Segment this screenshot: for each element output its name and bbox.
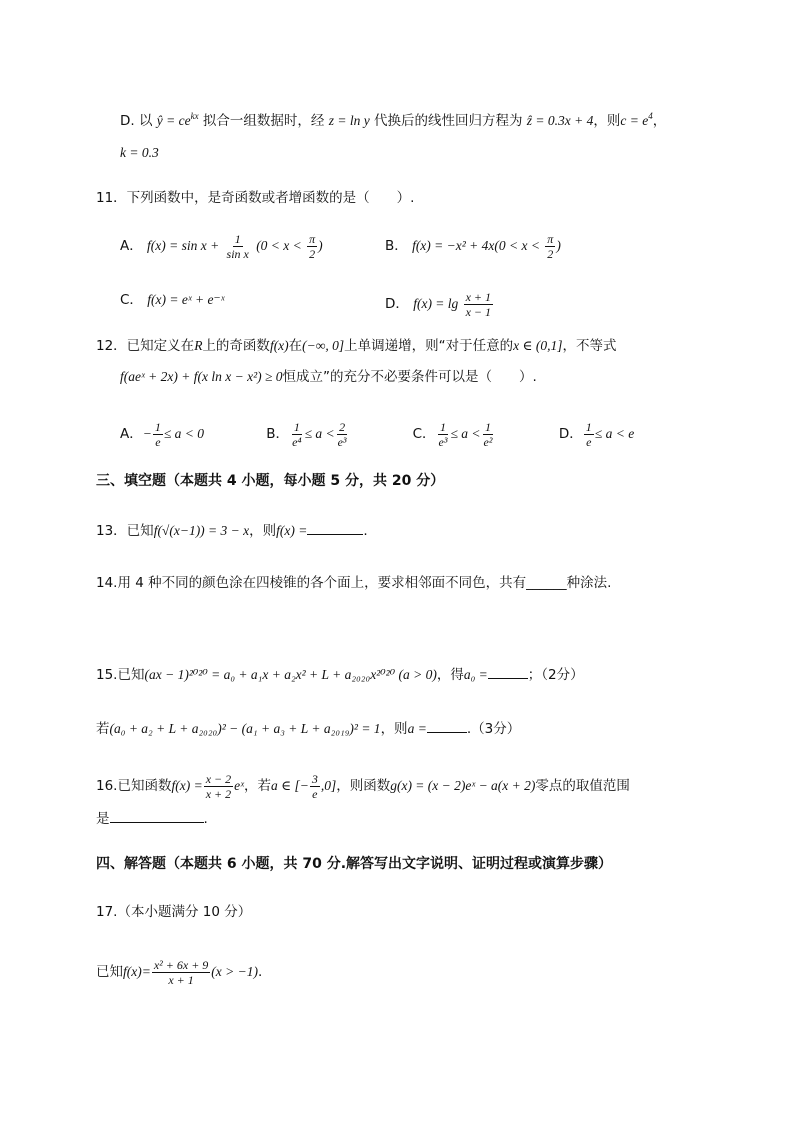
q16-a-in: a ∈ [− (270, 778, 309, 793)
fraction-numerator: π (547, 232, 554, 246)
q11-b-pi-fraction (545, 232, 555, 261)
q13-answer-blank[interactable] (307, 520, 363, 535)
q12-option-b (266, 420, 408, 449)
option-d-prefix: D. 以 (120, 113, 153, 129)
q17-fraction (152, 958, 210, 987)
q12-option-d (559, 420, 634, 449)
q11-a-close: ) (318, 238, 323, 253)
q15-a0: a₀ = (463, 667, 488, 682)
q12-interval: (−∞, 0] (302, 338, 345, 353)
q16-end: . (203, 811, 208, 827)
q12-b-mid: ≤ a < (304, 426, 335, 441)
q12-d-label: D． (558, 426, 583, 442)
q11-option-c (120, 290, 224, 310)
q16-fraction-3e (310, 772, 320, 801)
q12-x-in: x ∈ (0,1] (513, 338, 563, 353)
q15-score2: .（3分） (466, 721, 521, 737)
fraction-denominator: e³ (438, 435, 448, 449)
q16-close: ,0] (320, 778, 337, 793)
q11-b-expr: f(x) = −x² + 4x(0 < x < (412, 238, 540, 253)
q15-answer-blank-2[interactable] (427, 718, 467, 733)
q12-b-label: B． (266, 426, 290, 442)
q13-line (96, 520, 368, 541)
fraction-numerator: 1 (440, 420, 446, 434)
q11-d-expr: f(x) = lg (413, 296, 459, 311)
q12-text-f: 恒成立”的充分不必要条件可以是（ ）. (282, 369, 537, 385)
q17-end: . (258, 964, 263, 980)
q12-inequality: f(aeˣ + 2x) + f(x ln x − x²) ≥ 0 (120, 369, 283, 384)
q16-answer-blank[interactable] (110, 808, 204, 823)
q12-line1 (96, 336, 617, 356)
q16-line1 (96, 772, 630, 801)
fraction-denominator: x + 1 (168, 973, 194, 987)
q15-line2 (96, 718, 520, 739)
q12-d-fraction (584, 420, 594, 449)
q11-option-a (120, 232, 323, 261)
q16-line2 (96, 808, 208, 829)
q11-stem: 11．下列函数中，是奇函数或者增函数的是（ ）. (96, 190, 415, 206)
q12-d-mid: ≤ a < e (594, 426, 635, 441)
option-d-text3: ，则 (593, 113, 621, 129)
q11-a-expr: f(x) = sin x + (147, 238, 220, 253)
q15-line2-mid: ，则 (380, 721, 408, 737)
q12-a-post: ≤ a < 0 (163, 426, 205, 441)
q16-ex: eˣ (234, 778, 244, 793)
q12-option-a (120, 420, 262, 449)
q15-line2-pre: 若 (96, 721, 110, 737)
q11-a-pi-fraction (307, 232, 317, 261)
fraction-denominator: e² (483, 435, 493, 449)
q15-line1 (96, 664, 584, 685)
q12-c-fraction1 (437, 420, 450, 449)
q15-answer-blank-1[interactable] (488, 664, 528, 679)
q17-fx: f(x)= (123, 964, 151, 979)
q12-text-b: 上的奇函数 (202, 338, 270, 354)
q16-line2-text: 是 (96, 811, 110, 827)
q13-fx: f(x) = (276, 523, 308, 538)
q12-text-c: 在 (288, 338, 303, 354)
fraction-numerator: 1 (154, 420, 161, 434)
q16-fraction (204, 772, 233, 801)
fraction-numerator: 2 (339, 420, 346, 434)
q15-line2-expr: (a₀ + a₂ + L + a₂₀₂₀)² − (a₁ + a₃ + L + a₂₀₁₉)² = 1 (109, 721, 381, 736)
fraction-denominator: sin x (226, 247, 249, 261)
q12-c-fraction2 (482, 420, 495, 449)
fraction-numerator: x² + 6x + 9 (153, 958, 209, 972)
q16-mid2: ，则函数 (336, 778, 391, 794)
q12-option-c (413, 420, 555, 449)
z-substitution: z = ln y (328, 113, 370, 128)
q17-pre: 已知 (96, 964, 123, 980)
option-d-text1: 拟合一组数据时，经 (202, 113, 325, 129)
fraction-numerator: 1 (293, 420, 300, 434)
fraction-denominator: e (312, 787, 318, 801)
c-exponent: 4 (648, 111, 653, 121)
fraction-denominator: e³ (337, 435, 347, 449)
kx-exponent: kx (190, 111, 199, 121)
q13-pre: 13．已知 (96, 523, 154, 539)
q12-a-minus: − (142, 426, 152, 441)
q12-options (120, 420, 634, 449)
q17-line (96, 958, 262, 987)
q12-c-mid: ≤ a < (450, 426, 481, 441)
q17-title: 17.（本小题满分 10 分） (96, 904, 252, 920)
q11-a-fraction (225, 232, 251, 261)
fraction-denominator: x − 1 (465, 305, 492, 319)
q11-c-expr: f(x) = eˣ + e⁻ˣ (147, 292, 225, 307)
q13-end: . (363, 523, 368, 539)
fraction-denominator: e (586, 435, 592, 449)
q12-r: R (194, 338, 203, 353)
q12-text-e: ，不等式 (562, 338, 617, 354)
q15-mid: ，得 (436, 667, 464, 683)
q13-expr: f(√(x−1)) = 3 − x (153, 523, 250, 538)
q13-mid: ，则 (249, 523, 277, 539)
q11-b-close: ) (556, 238, 561, 253)
q14-line: 14.用 4 种不同的颜色涂在四棱锥的各个面上，要求相邻面不同色，共有______种涂法. (96, 575, 612, 591)
q15-a-eq: a = (407, 721, 427, 736)
q11-c-label: C． (120, 292, 143, 308)
option-d-text2: 代换后的线性回归方程为 (374, 113, 523, 129)
fraction-denominator: e⁴ (292, 435, 302, 449)
fraction-numerator: 1 (585, 420, 592, 434)
q15-pre: 15.已知 (96, 667, 145, 683)
q12-fx: f(x) (269, 338, 289, 353)
fraction-numerator: 3 (311, 772, 318, 786)
q16-gx: g(x) = (x − 2)eˣ − a(x + 2) (390, 778, 536, 793)
fraction-numerator: x + 1 (465, 290, 492, 304)
q11-option-d (385, 290, 494, 319)
option-d-line1 (120, 106, 666, 131)
option-d-comma: ， (652, 113, 667, 129)
c-expression: c = e (620, 113, 649, 128)
q12-a-label: A． (120, 426, 143, 442)
q16-fx: f(x) = (171, 778, 203, 793)
q17-cond: (x > −1) (211, 964, 258, 979)
q11-a-label: A． (120, 238, 143, 254)
z-hat-expression: ẑ = 0.3x + 4 (526, 113, 594, 128)
option-d-line2: k = 0.3 (120, 145, 159, 160)
q15-score1: ；（2分） (527, 667, 584, 683)
section-3-heading: 三、填空题（本题共 4 小题，每小题 5 分，共 20 分） (96, 473, 445, 489)
q15-expr: (ax − 1)²⁰²⁰ = a₀ + a₁x + a₂x² + L + a₂₀₂₀x²⁰²⁰ (a > 0) (144, 667, 437, 682)
q11-b-label: B． (385, 238, 408, 254)
q12-c-label: C． (412, 426, 436, 442)
fraction-numerator: 1 (234, 232, 241, 246)
y-hat-expression: ŷ = ce (156, 113, 191, 128)
fraction-denominator: 2 (547, 247, 554, 261)
q11-option-b (385, 232, 561, 261)
fraction-denominator: e (155, 435, 161, 449)
q16-tail: 零点的取值范围 (535, 778, 630, 794)
fraction-numerator: 1 (484, 420, 491, 434)
q11-d-fraction (464, 290, 493, 319)
fraction-numerator: π (309, 232, 316, 246)
fraction-numerator: x − 2 (205, 772, 232, 786)
section-4-heading: 四、解答题（本题共 6 小题，共 70 分.解答写出文字说明、证明过程或演算步骤） (96, 856, 613, 872)
q11-d-label: D． (385, 296, 409, 312)
fraction-denominator: x + 2 (205, 787, 232, 801)
q12-b-fraction2 (336, 420, 349, 449)
fraction-denominator: 2 (309, 247, 316, 261)
q12-text-d: 上单调递增，则“对于任意的 (344, 338, 514, 354)
q12-line2 (120, 367, 537, 387)
q16-pre: 16.已知函数 (96, 778, 172, 794)
q12-a-fraction (153, 420, 163, 449)
q11-a-range: (0 < x < (256, 238, 302, 253)
q12-text-a: 12．已知定义在 (96, 338, 195, 354)
q12-b-fraction1 (290, 420, 304, 449)
q16-mid1: ，若 (243, 778, 271, 794)
